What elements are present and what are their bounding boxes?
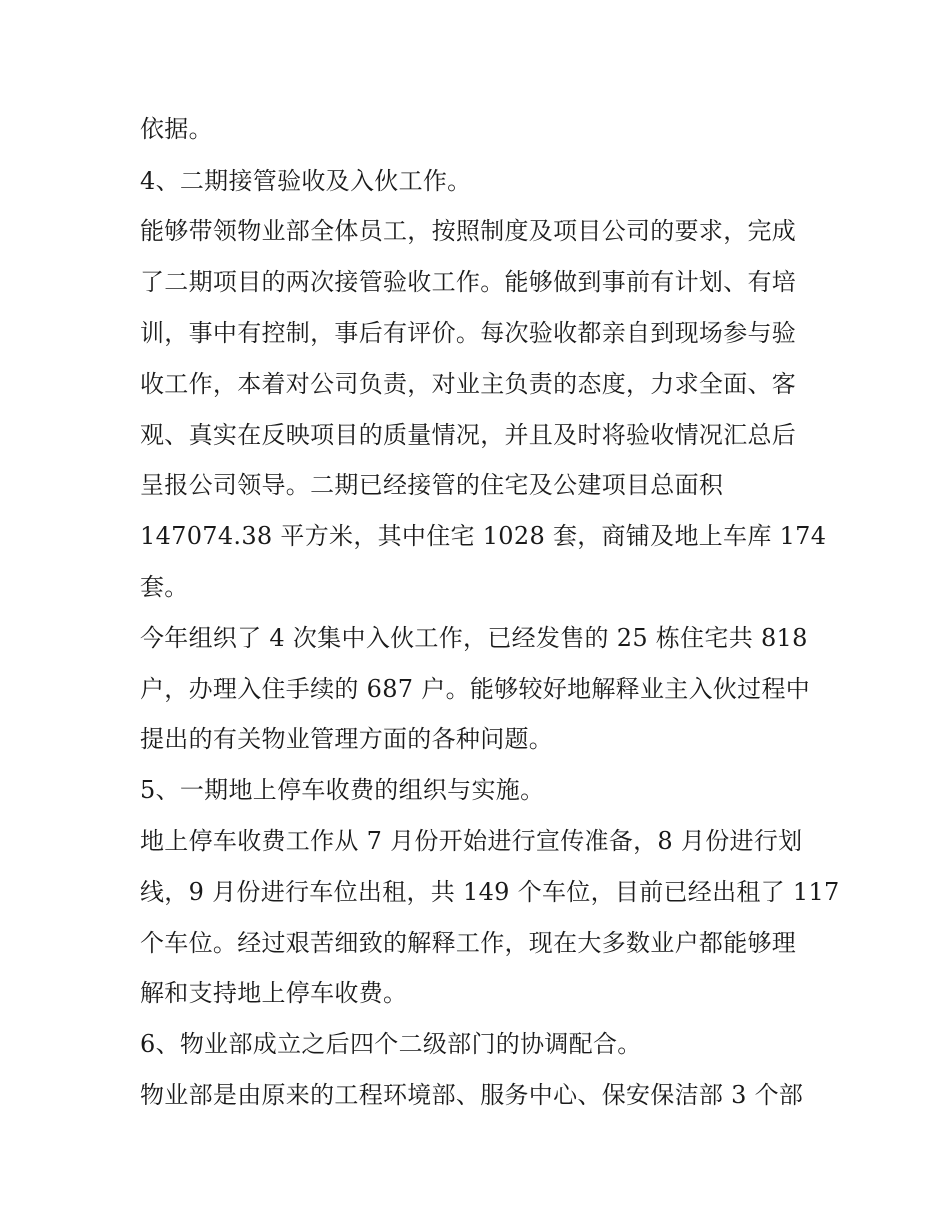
text-line: 户，办理入住手续的 687 户。能够较好地解释业主入伙过程中 xyxy=(140,675,811,703)
text-line: 今年组织了 4 次集中入伙工作，已经发售的 25 栋住宅共 818 xyxy=(140,624,808,652)
text-line: 线，9 月份进行车位出租，共 149 个车位，目前已经出租了 117 xyxy=(140,878,840,906)
text-line: 能够带领物业部全体员工，按照制度及项目公司的要求，完成 xyxy=(140,217,797,245)
text-line: 依据。 xyxy=(140,115,213,143)
text-line: 呈报公司领导。二期已经接管的住宅及公建项目总面积 xyxy=(140,471,724,499)
section-heading: 6、物业部成立之后四个二级部门的协调配合。 xyxy=(140,1030,642,1058)
text-line: 提出的有关物业管理方面的各种问题。 xyxy=(140,725,554,753)
text-line: 观、真实在反映项目的质量情况，并且及时将验收情况汇总后 xyxy=(140,421,797,449)
text-line: 解和支持地上停车收费。 xyxy=(140,979,408,1007)
text-line: 地上停车收费工作从 7 月份开始进行宣传准备，8 月份进行划 xyxy=(140,827,803,855)
text-line: 物业部是由原来的工程环境部、服务中心、保安保洁部 3 个部 xyxy=(140,1081,804,1109)
text-line: 收工作，本着对公司负责，对业主负责的态度，力求全面、客 xyxy=(140,370,797,398)
section-heading: 4、二期接管验收及入伙工作。 xyxy=(140,167,472,195)
text-line: 套。 xyxy=(140,573,189,601)
text-line: 个车位。经过艰苦细致的解释工作，现在大多数业户都能够理 xyxy=(140,929,797,957)
text-line: 了二期项目的两次接管验收工作。能够做到事前有计划、有培 xyxy=(140,268,797,296)
text-line: 训，事中有控制，事后有评价。每次验收都亲自到现场参与验 xyxy=(140,319,797,347)
text-line: 147074.38 平方米，其中住宅 1028 套，商铺及地上车库 174 xyxy=(140,522,827,550)
section-heading: 5、一期地上停车收费的组织与实施。 xyxy=(140,776,545,804)
